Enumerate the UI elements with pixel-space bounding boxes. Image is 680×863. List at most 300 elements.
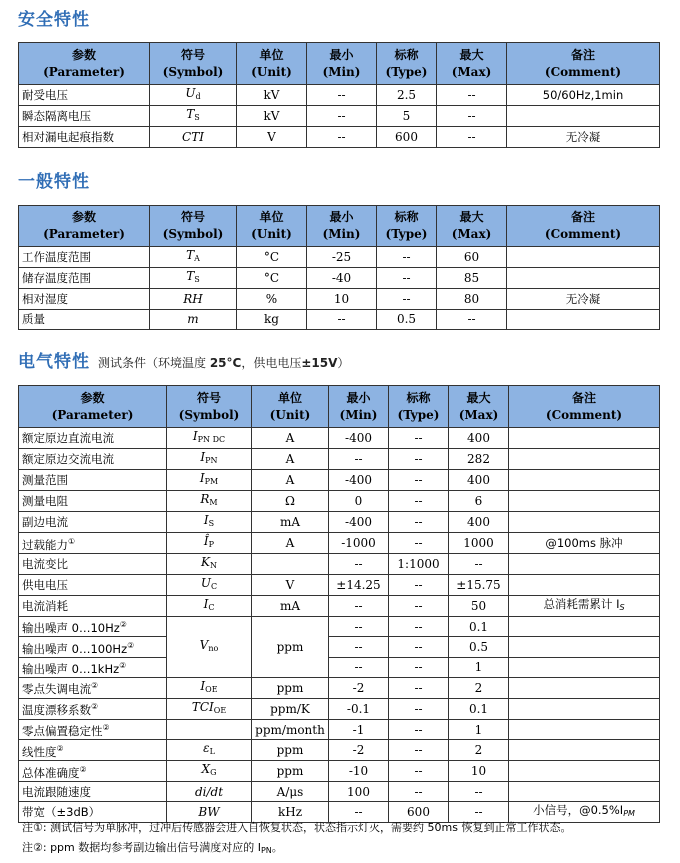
unit: % [237, 289, 307, 310]
symbol-sub: PN DC [197, 435, 226, 444]
note-1: 注①: 测试信号为单脉冲，过冲后传感器会进入自恢复状态，状态指示灯灭，需要约 50ms 恢复到正常工作状态。 [22, 821, 572, 834]
header-en: (Min) [322, 64, 361, 79]
symbol: $TCI_{OE}$ [167, 698, 252, 719]
symbol-sub: S [194, 275, 200, 284]
unit: ppm [252, 761, 329, 782]
header-cn: 最大 [459, 210, 484, 224]
symbol: $T_S$ [150, 268, 237, 289]
symbol: $X_G$ [167, 761, 252, 782]
comment: 总消耗需累计 $I_S$ [509, 596, 660, 617]
header-cell [507, 206, 660, 247]
table-row [19, 289, 660, 310]
param-name: 电流消耗 [19, 596, 167, 617]
min-value: -- [329, 617, 389, 637]
min-value: -- [329, 596, 389, 617]
comment [509, 470, 660, 491]
typ-value: 2.5 [377, 85, 437, 106]
unit: A/μs [252, 782, 329, 802]
header-en: (Parameter) [43, 227, 125, 241]
max-value: 0.1 [449, 617, 509, 637]
header-cn: 最大 [459, 47, 484, 62]
unit: °C [237, 268, 307, 289]
symbol-sub: PM [204, 477, 219, 486]
param-name: 额定原边直流电流 [19, 428, 167, 449]
table-row [19, 596, 660, 617]
symbol: $T_A$ [150, 247, 237, 268]
max-value: 85 [437, 268, 507, 289]
max-value: -- [437, 106, 507, 127]
header-cell [150, 43, 237, 85]
param-name: 温度漂移系数② [19, 698, 167, 719]
table-row [19, 533, 660, 554]
header-cn: 标称 [406, 390, 431, 405]
header-cell [237, 43, 307, 85]
symbol-sub: M [209, 498, 218, 507]
header-cn: 最小 [329, 47, 354, 62]
param-name: 副边电流 [19, 512, 167, 533]
symbol-sub: L [209, 747, 215, 757]
header-cn: 备注 [570, 47, 595, 62]
symbol-sub: C [208, 603, 215, 612]
min-value: -1 [329, 719, 389, 739]
unit: kV [237, 85, 307, 106]
header-en: (Type) [385, 64, 428, 79]
unit: Ω [252, 491, 329, 512]
unit: ppm [252, 740, 329, 761]
typ-value: -- [389, 470, 449, 491]
footnote-mark: ② [102, 723, 110, 733]
table-row [19, 309, 660, 330]
header-en: (Symbol) [162, 64, 224, 79]
min-value: ±14.25 [329, 575, 389, 596]
comment [507, 106, 660, 127]
symbol: $Î_P$ [167, 533, 252, 554]
safety-table [18, 42, 660, 148]
param-name: 耐受电压 [19, 85, 150, 106]
table-row [19, 719, 660, 739]
min-value: -10 [329, 761, 389, 782]
header-cn: 最大 [466, 390, 491, 405]
max-value: -- [449, 554, 509, 575]
typ-value: -- [389, 449, 449, 470]
min-value: -- [307, 127, 377, 148]
header-cn: 最小 [346, 390, 371, 405]
symbol: $I_{PN}$ [167, 449, 252, 470]
typ-value: -- [389, 637, 449, 657]
symbol-sub: PN [205, 456, 218, 465]
header-cn: 最小 [329, 210, 354, 224]
header-en: (Max) [458, 407, 499, 422]
comment: @100ms 脉冲 [509, 533, 660, 554]
symbol: $V_{no}$ [167, 617, 252, 678]
typ-value: -- [389, 761, 449, 782]
min-value: -- [329, 554, 389, 575]
header-cn: 参数 [71, 210, 96, 224]
param-name: 电流跟随速度 [19, 782, 167, 802]
min-value: -400 [329, 428, 389, 449]
typ-value: 600 [377, 127, 437, 148]
min-value: 0 [329, 491, 389, 512]
header-en: (Unit) [251, 227, 292, 241]
header-row [19, 386, 660, 428]
footnote-mark: ② [56, 743, 64, 753]
typ-value: -- [389, 719, 449, 739]
comment: 50/60Hz,1min [507, 85, 660, 106]
param-name: 相对湿度 [19, 289, 150, 310]
header-en: (Max) [451, 64, 492, 79]
unit: V [252, 575, 329, 596]
header-cell [237, 206, 307, 247]
symbol: $R_M$ [167, 491, 252, 512]
header-cn: 单位 [277, 390, 302, 405]
table-row [19, 637, 660, 657]
symbol-sub: S [194, 113, 200, 122]
comment-sub: PM [623, 809, 635, 819]
max-value: 80 [437, 289, 507, 310]
header-en: (Unit) [251, 64, 292, 79]
symbol: $I_C$ [167, 596, 252, 617]
typ-value: 5 [377, 106, 437, 127]
unit: mA [252, 596, 329, 617]
param-name: 额定原边交流电流 [19, 449, 167, 470]
comment [509, 782, 660, 802]
param-name: 测量范围 [19, 470, 167, 491]
header-en: (Parameter) [43, 64, 125, 79]
max-value: 10 [449, 761, 509, 782]
header-cell [377, 206, 437, 247]
symbol-sub: OE [205, 684, 218, 694]
param-name: 储存温度范围 [19, 268, 150, 289]
max-value: 60 [437, 247, 507, 268]
min-value: -- [329, 449, 389, 470]
typ-value: -- [389, 491, 449, 512]
unit: A [252, 470, 329, 491]
table-row [19, 657, 660, 677]
header-cell [307, 43, 377, 85]
table-row [19, 428, 660, 449]
table-row [19, 449, 660, 470]
unit: ppm/K [252, 698, 329, 719]
param-name: 零点偏置稳定性② [19, 719, 167, 739]
comment [509, 637, 660, 657]
comment: 小信号，$@0.5\%I_{PM}$ [509, 802, 660, 823]
param-name: 测量电阻 [19, 491, 167, 512]
comment [509, 554, 660, 575]
comment [509, 491, 660, 512]
symbol-sub: C [211, 582, 218, 591]
symbol: RH [150, 289, 237, 310]
comment [509, 677, 660, 698]
symbol-sub: OE [213, 705, 227, 715]
symbol: $T_S$ [150, 106, 237, 127]
header-cell [19, 386, 167, 428]
header-en: (Comment) [544, 64, 622, 79]
param-name: 线性度② [19, 740, 167, 761]
notes [22, 818, 572, 861]
electrical-table [18, 385, 660, 823]
test-condition: 测试条件（环境温度 25°C，供电电压±15V） [98, 356, 350, 370]
max-value: 2 [449, 677, 509, 698]
header-cell [449, 386, 509, 428]
param-name: 过载能力① [19, 533, 167, 554]
unit: mA [252, 512, 329, 533]
header-cell [167, 386, 252, 428]
symbol-sub: P [208, 540, 215, 549]
section-title-safety: 安全特性 [18, 10, 90, 30]
comment [509, 428, 660, 449]
header-cell [329, 386, 389, 428]
param-name: 输出噪声 0…100Hz② [19, 637, 167, 657]
typ-value: -- [377, 289, 437, 310]
unit: ppm [252, 677, 329, 698]
footnote-mark: ② [119, 620, 127, 630]
param-name: 总体准确度② [19, 761, 167, 782]
typ-value: 600 [389, 802, 449, 823]
unit: kV [237, 106, 307, 127]
header-en: (Min) [339, 407, 378, 422]
symbol: $I_{PM}$ [167, 470, 252, 491]
param-name: 输出噪声 0…10Hz② [19, 617, 167, 637]
unit: A [252, 449, 329, 470]
min-value: -25 [307, 247, 377, 268]
footnote-mark: ② [127, 640, 135, 650]
header-row [19, 43, 660, 85]
general-table [18, 205, 660, 330]
max-value: 0.5 [449, 637, 509, 657]
symbol: di/dt [167, 782, 252, 802]
comment: 无冷凝 [507, 289, 660, 310]
table-row [19, 85, 660, 106]
max-value: -- [437, 127, 507, 148]
table-row [19, 698, 660, 719]
comment [509, 575, 660, 596]
unit [252, 554, 329, 575]
header-cell [19, 206, 150, 247]
table-row [19, 106, 660, 127]
unit: kg [237, 309, 307, 330]
header-en: (Symbol) [162, 227, 224, 241]
min-value: -0.1 [329, 698, 389, 719]
symbol: $I_{OE}$ [167, 677, 252, 698]
min-value: -2 [329, 740, 389, 761]
table-row [19, 127, 660, 148]
unit: ppm/month [252, 719, 329, 739]
max-value: 282 [449, 449, 509, 470]
comment [509, 740, 660, 761]
header-row [19, 206, 660, 247]
symbol: $U_d$ [150, 85, 237, 106]
max-value: -- [437, 85, 507, 106]
comment [509, 512, 660, 533]
typ-value: -- [389, 782, 449, 802]
param-name: 供电电压 [19, 575, 167, 596]
header-en: (Comment) [544, 227, 622, 241]
header-cn: 符号 [180, 210, 205, 224]
comment [509, 617, 660, 637]
table-row [19, 782, 660, 802]
header-en: (Max) [451, 227, 492, 241]
max-value: -- [449, 782, 509, 802]
comment-sub: S [619, 603, 625, 612]
header-cell [150, 206, 237, 247]
header-cell [307, 206, 377, 247]
header-cn: 备注 [571, 390, 596, 405]
footnote-mark: ② [119, 660, 127, 670]
unit: A [252, 428, 329, 449]
max-value: 1000 [449, 533, 509, 554]
min-value: -- [307, 106, 377, 127]
min-value: -- [329, 637, 389, 657]
max-value: 1 [449, 657, 509, 677]
header-en: (Parameter) [51, 407, 134, 422]
max-value: 6 [449, 491, 509, 512]
symbol: BW [167, 802, 252, 823]
table-row [19, 512, 660, 533]
max-value: -- [437, 309, 507, 330]
symbol-sub: G [210, 768, 217, 778]
param-name: 相对漏电起痕指数 [19, 127, 150, 148]
header-cn: 单位 [259, 210, 284, 224]
table-row [19, 761, 660, 782]
min-value: -- [329, 657, 389, 677]
footnote-mark: ② [91, 702, 99, 712]
table-row [19, 470, 660, 491]
header-en: (Comment) [545, 407, 623, 422]
typ-value: -- [389, 657, 449, 677]
header-cell [509, 386, 660, 428]
max-value: 400 [449, 512, 509, 533]
symbol-sub: N [209, 561, 217, 570]
min-value: -40 [307, 268, 377, 289]
electrical-title: 电气特性 [18, 352, 90, 372]
max-value: 0.1 [449, 698, 509, 719]
typ-value: -- [389, 596, 449, 617]
header-cell [437, 206, 507, 247]
comment: 无冷凝 [507, 127, 660, 148]
typ-value: -- [389, 617, 449, 637]
comment [509, 449, 660, 470]
table-row [19, 617, 660, 637]
typ-value: -- [377, 268, 437, 289]
unit: °C [237, 247, 307, 268]
typ-value: -- [389, 428, 449, 449]
table-row [19, 740, 660, 761]
comment [507, 247, 660, 268]
typ-value: -- [389, 677, 449, 698]
comment [509, 698, 660, 719]
param-name: 带宽（±3dB） [19, 802, 167, 823]
param-name: 工作温度范围 [19, 247, 150, 268]
table-row [19, 554, 660, 575]
header-cell [19, 43, 150, 85]
param-name: 输出噪声 0…1kHz② [19, 657, 167, 677]
table-row [19, 575, 660, 596]
symbol: $\varepsilon_L$ [167, 740, 252, 761]
header-en: (Symbol) [178, 407, 240, 422]
header-cell [252, 386, 329, 428]
header-cell [377, 43, 437, 85]
typ-value: -- [389, 533, 449, 554]
table-row [19, 677, 660, 698]
symbol: m [150, 309, 237, 330]
header-cn: 标称 [394, 47, 419, 62]
comment [507, 268, 660, 289]
header-cell [389, 386, 449, 428]
min-value: -- [329, 802, 389, 823]
param-name: 零点失调电流② [19, 677, 167, 698]
header-en: (Unit) [269, 407, 311, 422]
min-value: 10 [307, 289, 377, 310]
header-cn: 单位 [259, 47, 284, 62]
typ-value: -- [377, 247, 437, 268]
header-cn: 参数 [80, 390, 105, 405]
unit: ppm [252, 617, 329, 678]
section-title-general: 一般特性 [18, 172, 90, 192]
header-cn: 标称 [394, 210, 419, 224]
max-value: -- [449, 802, 509, 823]
max-value: 400 [449, 470, 509, 491]
param-name: 质量 [19, 309, 150, 330]
param-name: 瞬态隔离电压 [19, 106, 150, 127]
min-value: -400 [329, 512, 389, 533]
header-en: (Type) [397, 407, 440, 422]
header-en: (Type) [385, 227, 428, 241]
symbol-sub: S [208, 519, 215, 528]
typ-value: 1:1000 [389, 554, 449, 575]
symbol: $U_C$ [167, 575, 252, 596]
header-cn: 符号 [196, 390, 221, 405]
unit: A [252, 533, 329, 554]
table-row [19, 268, 660, 289]
header-cell [437, 43, 507, 85]
unit: kHz [252, 802, 329, 823]
header-en: (Min) [322, 227, 361, 241]
section-title-electrical [18, 347, 349, 372]
comment [507, 309, 660, 330]
comment [509, 761, 660, 782]
symbol-sub: d [195, 92, 201, 101]
header-cn: 参数 [71, 47, 96, 62]
typ-value: -- [389, 740, 449, 761]
max-value: 400 [449, 428, 509, 449]
max-value: 50 [449, 596, 509, 617]
comment [509, 657, 660, 677]
symbol [167, 719, 252, 739]
min-value: -2 [329, 677, 389, 698]
symbol: CTI [150, 127, 237, 148]
unit: V [237, 127, 307, 148]
symbol-sub: no [208, 643, 219, 653]
symbol-sub: A [194, 254, 200, 263]
symbol: $K_N$ [167, 554, 252, 575]
typ-value: -- [389, 698, 449, 719]
min-value: -- [307, 309, 377, 330]
max-value: 1 [449, 719, 509, 739]
min-value: 100 [329, 782, 389, 802]
param-name: 电流变比 [19, 554, 167, 575]
symbol: $I_S$ [167, 512, 252, 533]
typ-value: -- [389, 575, 449, 596]
footnote-mark: ① [68, 536, 76, 546]
symbol: $I_{PN DC}$ [167, 428, 252, 449]
table-row [19, 247, 660, 268]
min-value: -400 [329, 470, 389, 491]
typ-value: 0.5 [377, 309, 437, 330]
comment [509, 719, 660, 739]
max-value: ±15.75 [449, 575, 509, 596]
note-2: 注②: ppm 数据均参考副边输出信号满度对应的 $I_{PN}$。 [22, 841, 283, 855]
typ-value: -- [389, 512, 449, 533]
